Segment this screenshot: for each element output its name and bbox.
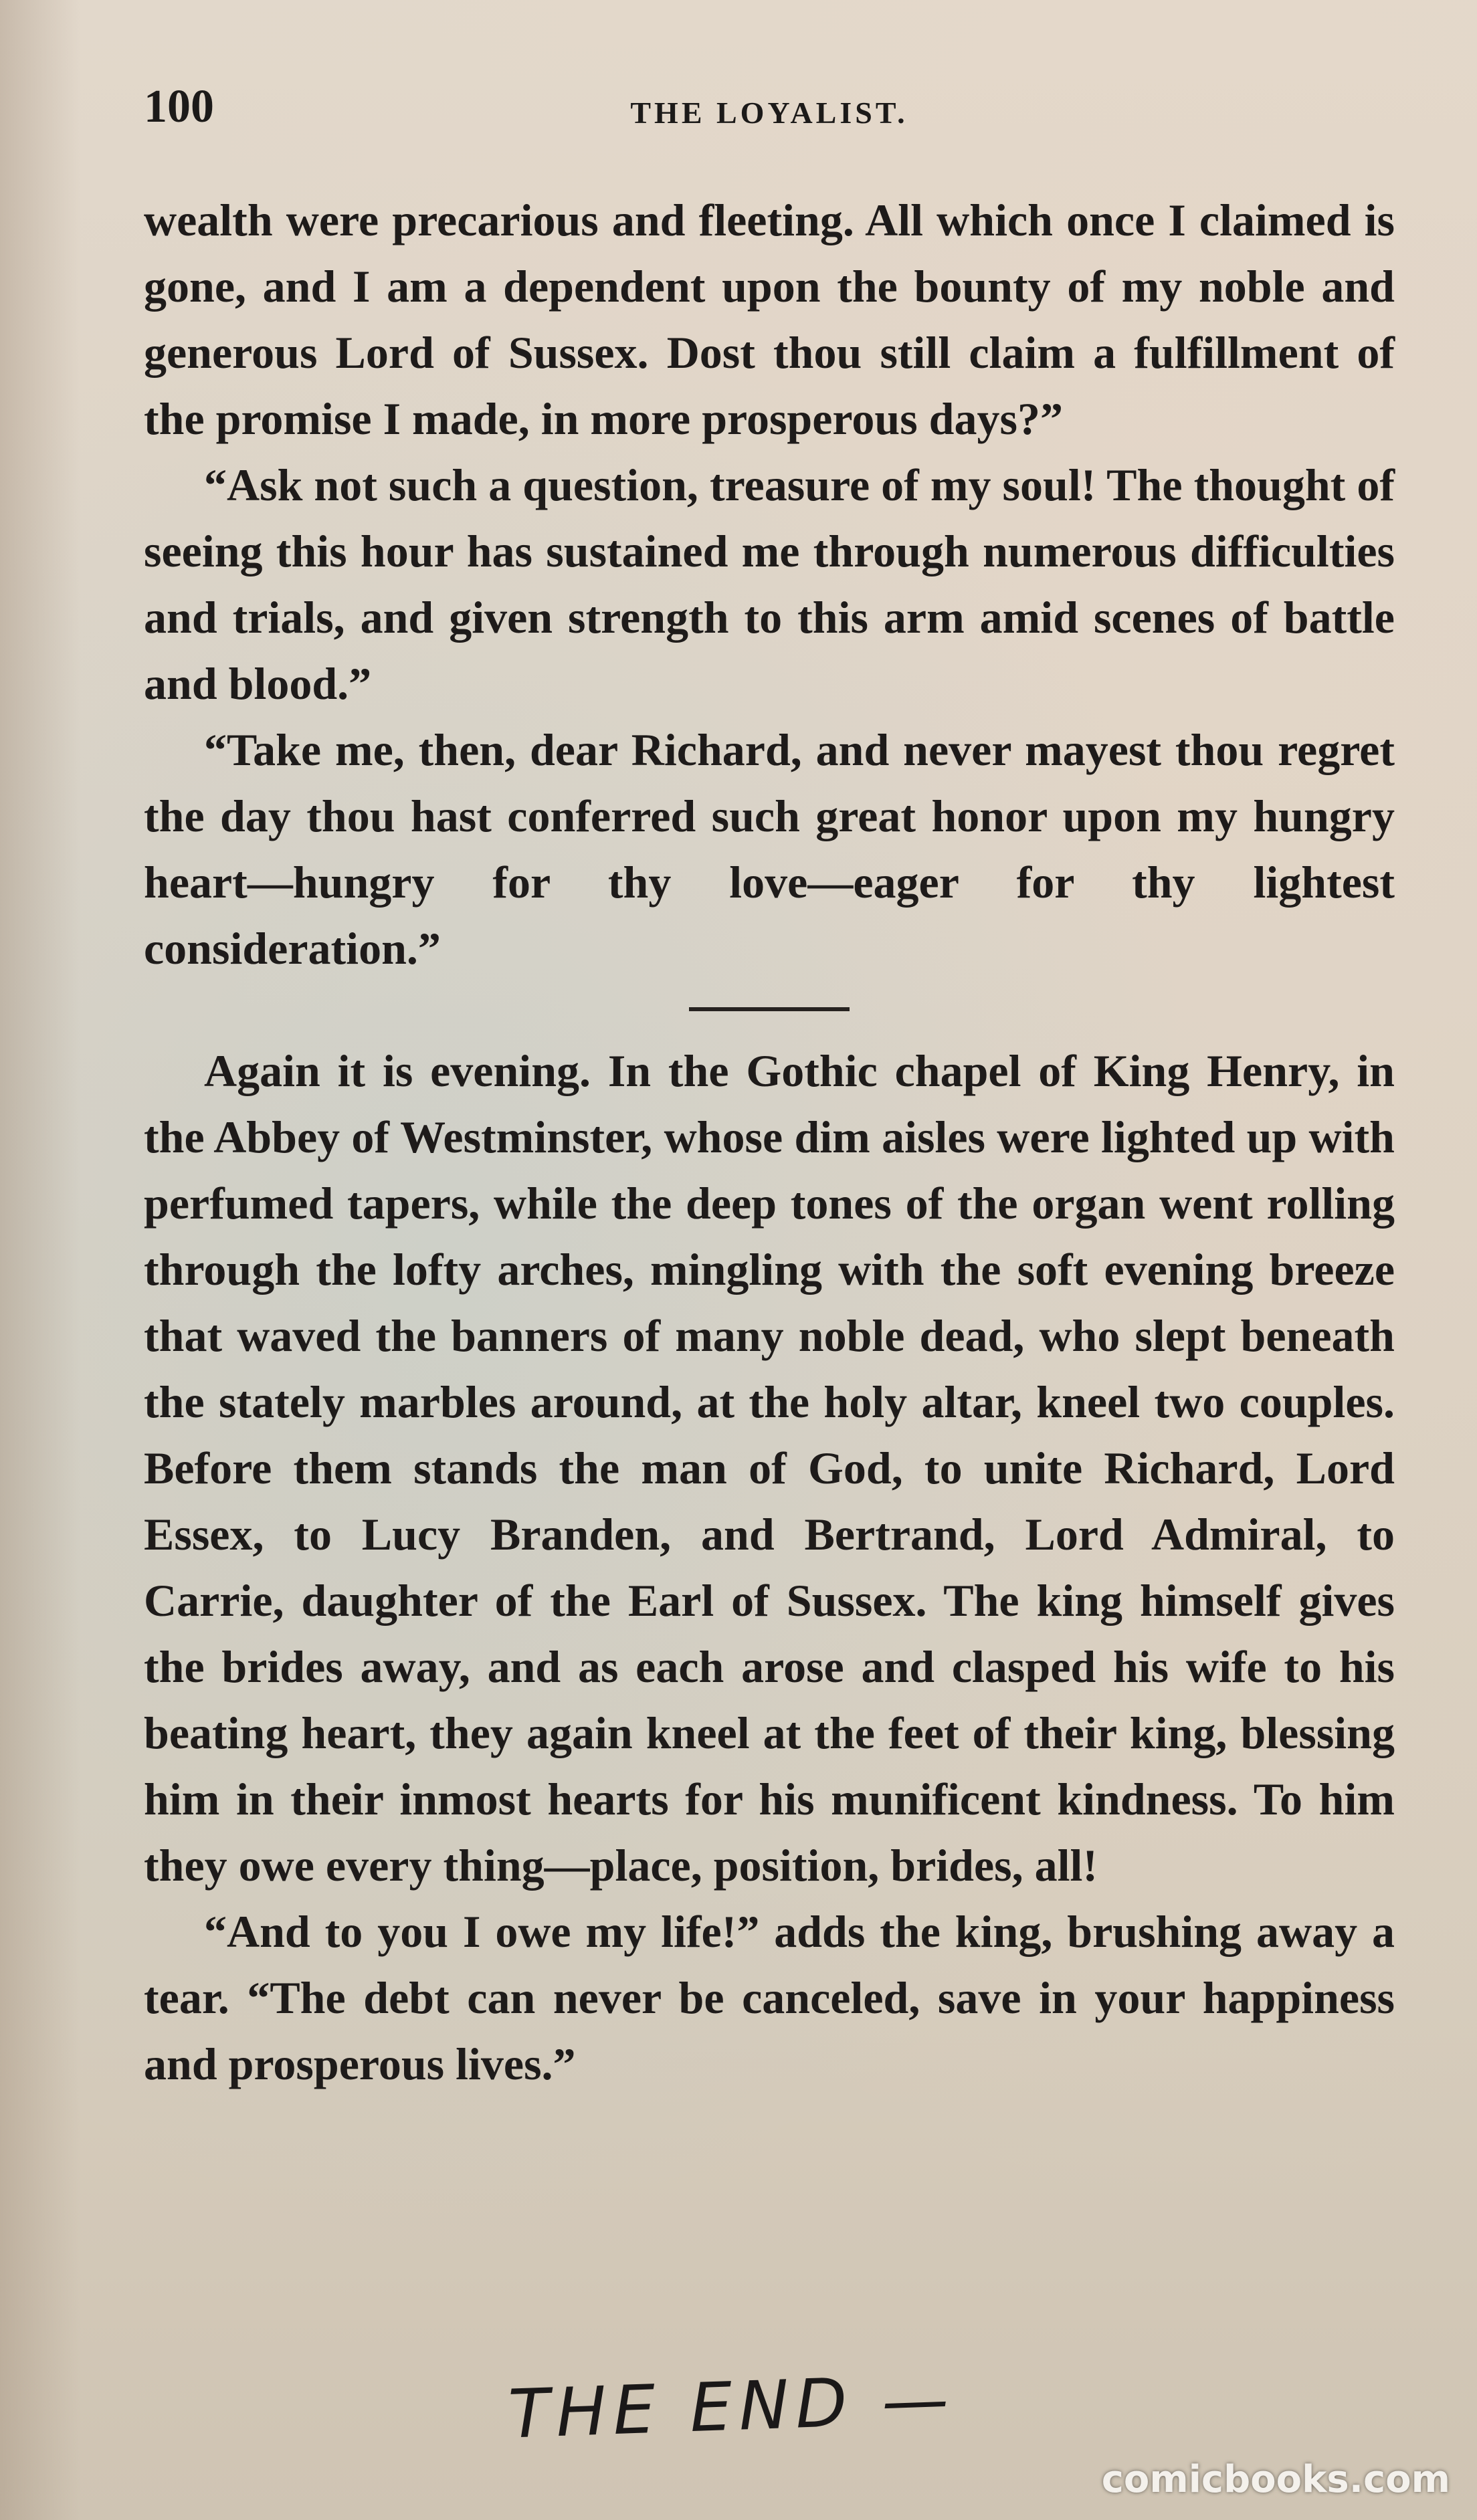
paragraph-dialogue: “Ask not such a question, treasure of my soul! The thought of seeing this hour has sustained me through numerous difficulties and trials, and given strength to this arm amid scenes of battle and blood.” [144, 459, 1395, 709]
page-header [144, 80, 1395, 140]
paragraph-dialogue: “Take me, then, dear Richard, and never mayest thou regret the day thou hast conferred such great honor upon my hungry heart—hungry for thy love—eager for thy lightest consideration.” [144, 724, 1395, 974]
handwritten-the-end: THE END — [507, 2359, 957, 2454]
watermark: comicbooks.com [1101, 2458, 1450, 2501]
paragraph-dialogue: “And to you I owe my life!” adds the king, brushing away a tear. “The debt can never be canceled, save in your happiness and prosperous lives.” [144, 1906, 1395, 2089]
page-body [144, 187, 1395, 2097]
running-title: THE LOYALIST. [630, 96, 908, 130]
paragraph-narration: Again it is evening. In the Gothic chapel of King Henry, in the Abbey of Westminster, whose dim aisles were lighted up with perfumed tapers, while the deep tones of the organ went rolling through the lofty arches, mingling with the soft evening breeze that waved the banners of many noble dead, who slept beneath the stately marbles around, at the holy altar, kneel two couples. Before them stands the man of God, to unite Richard, Lord Essex, to Lucy Branden, and Bertrand, Lord Admiral, to Carrie, daughter of the Earl of Sussex. The king himself gives the brides away, and as each arose and clasped his wife to his beating heart, they again kneel at the feet of their king, blessing him in their inmost hearts for his munificent kindness. To him they owe every thing—place, position, brides, all! [144, 1045, 1395, 1891]
page-number: 100 [144, 81, 214, 132]
paragraph-continued: wealth were precarious and fleeting. All which once I claimed is gone, and I am a dependent upon the bounty of my noble and generous Lord of Sussex. Dost thou still claim a fulfillment of the promise I made, in more prosperous days?” [144, 195, 1395, 444]
section-divider [689, 1007, 850, 1011]
